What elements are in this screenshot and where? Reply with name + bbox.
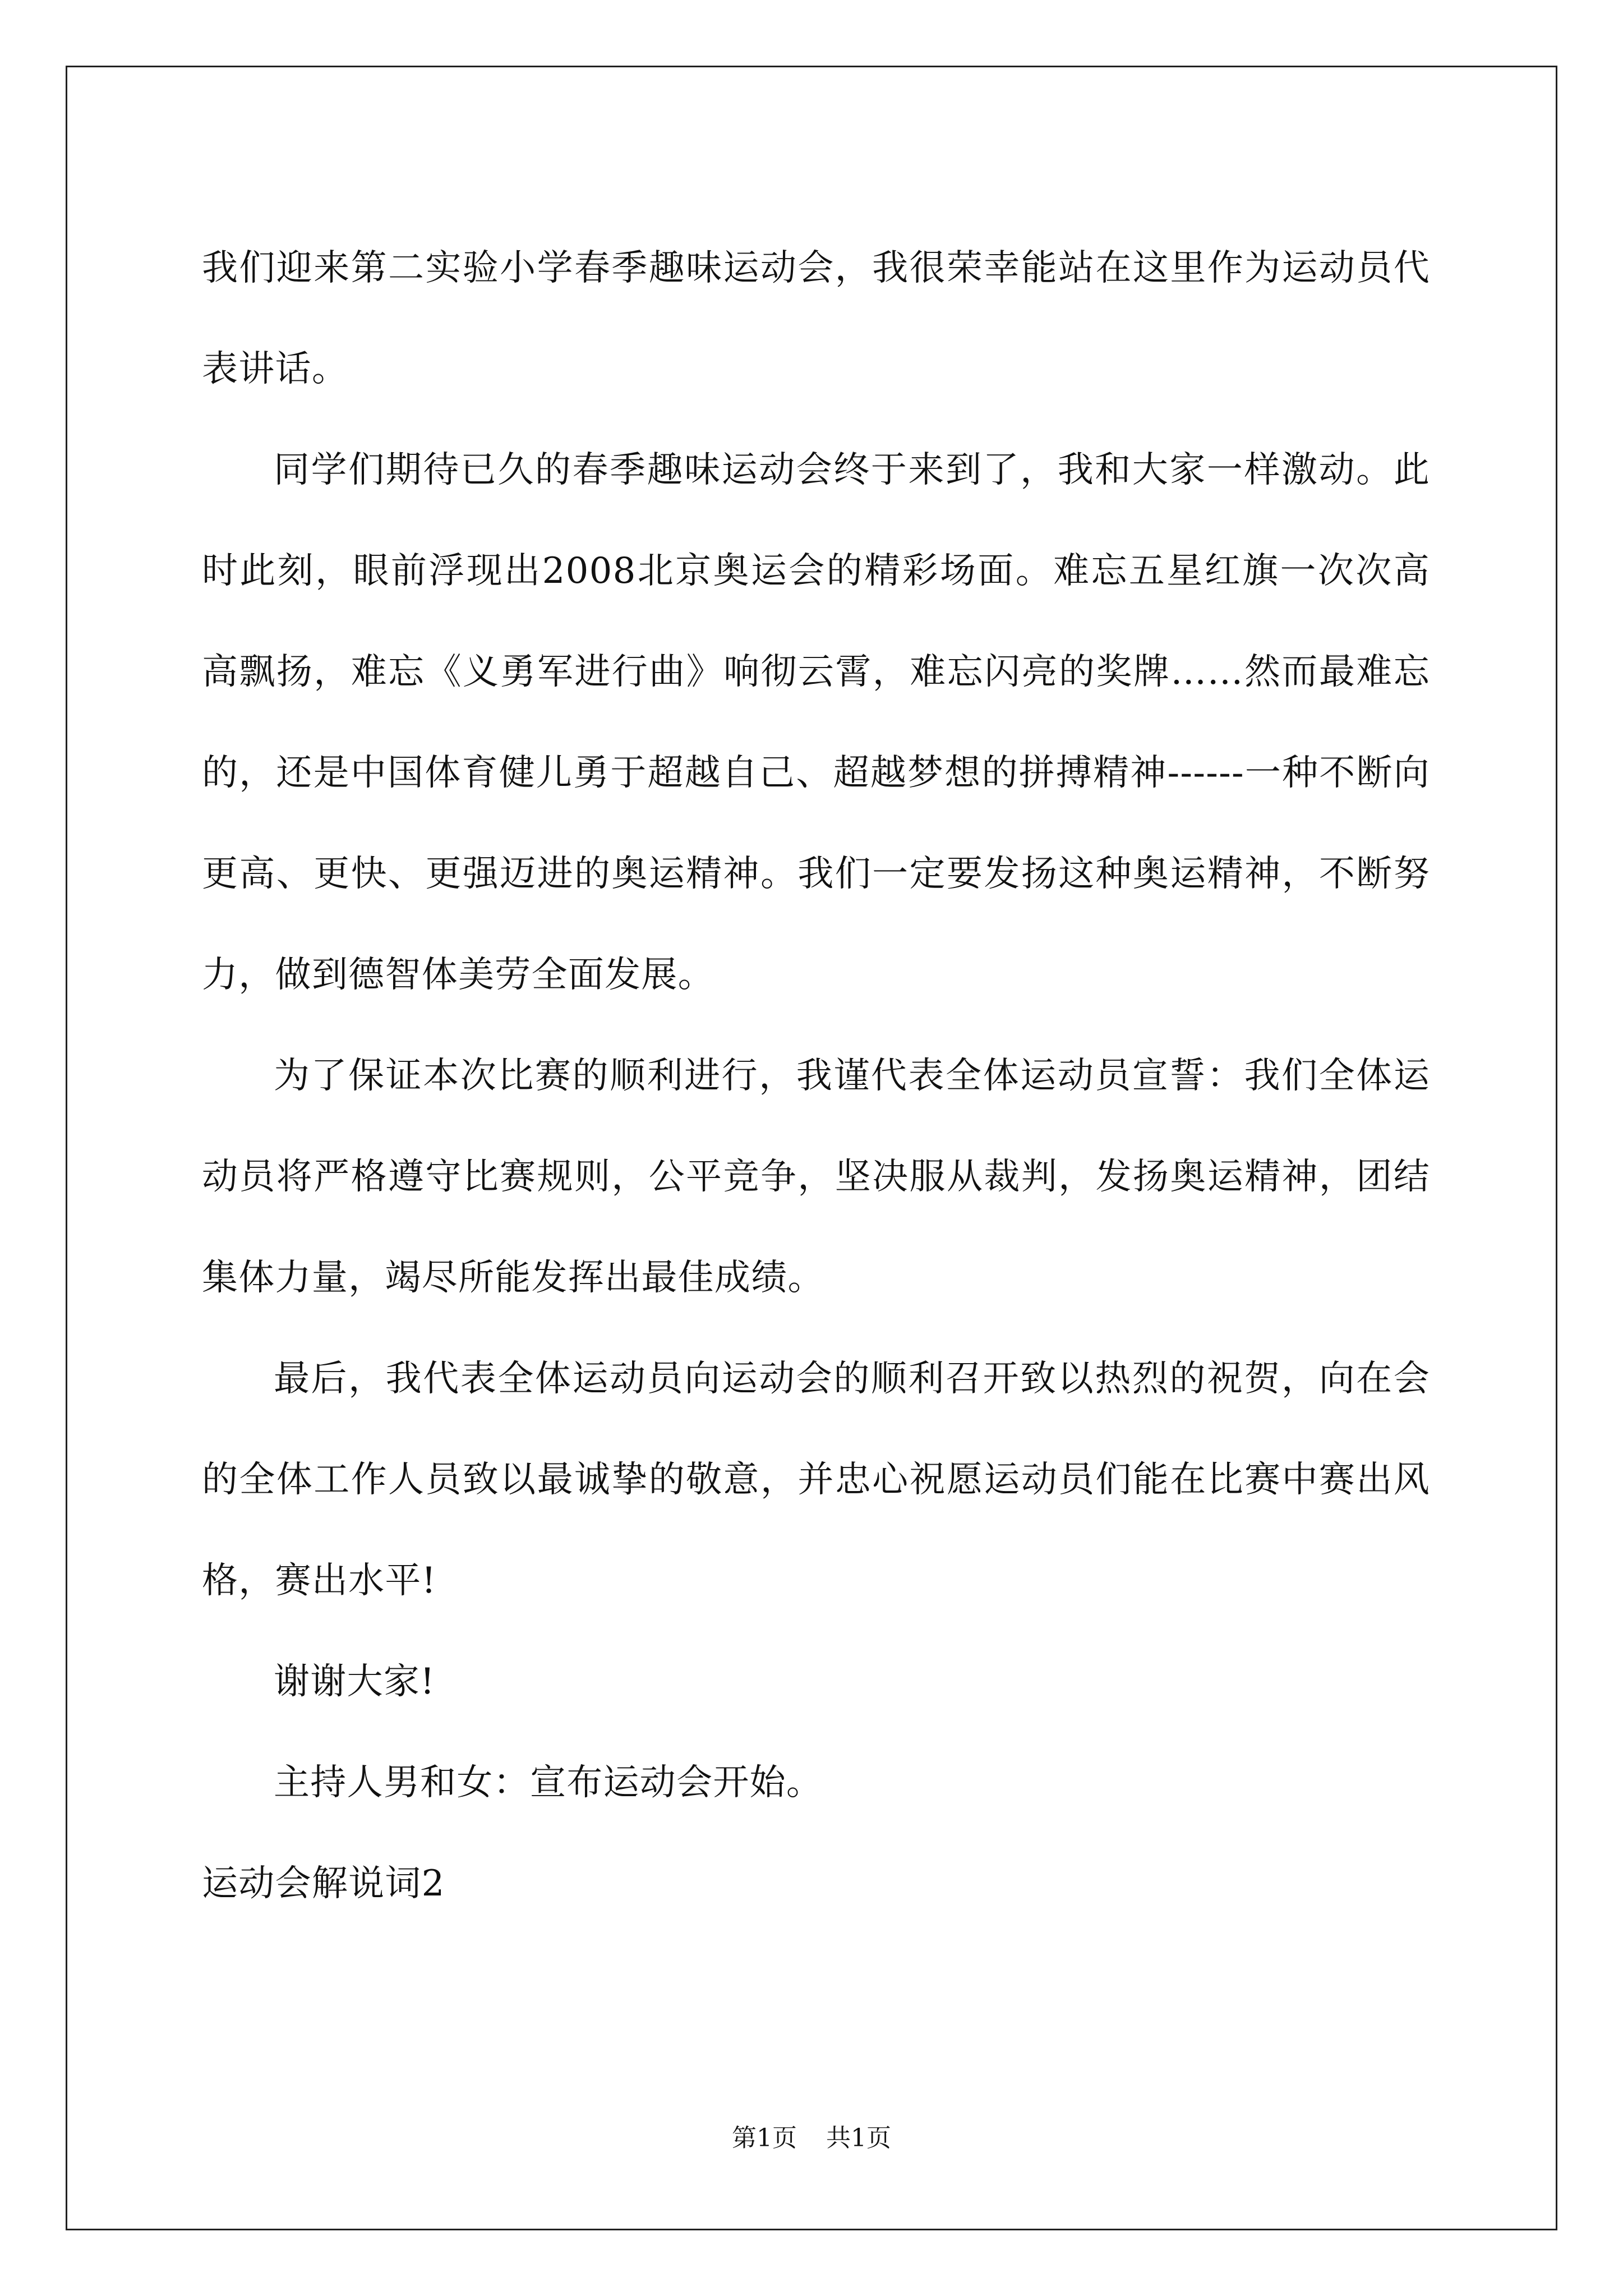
paragraph-5: 谢谢大家! (274, 1661, 436, 1703)
paragraph-6: 主持人男和女：宣布运动会开始。 (274, 1762, 823, 1803)
page-number-current: 第1页 (732, 2124, 797, 2152)
document-body (202, 218, 1430, 1934)
paragraph-2: 同学们期待已久的春季趣味运动会终于来到了，我和大家一样激动。此时此刻，眼前浮现出2008北京奥运会的精彩场面。难忘五星红旗一次次高高飘扬，难忘《义勇军进行曲》响彻云霄，难忘闪亮的奖牌……然而最难忘的，还是中国体育健儿勇于超越自己、超越梦想的拼搏精神------一种不断向更高、更快、更强迈进的奥运精神。我们一定要发扬这种奥运精神，不断努力，做到德智体美劳全面发展。 (202, 449, 1430, 996)
paragraph-4: 最后，我代表全体运动员向运动会的顺利召开致以热烈的祝贺，向在会的全体工作人员致以最诚挚的敬意，并忠心祝愿运动员们能在比赛中赛出风格，赛出水平! (202, 1358, 1430, 1602)
section-title: 运动会解说词2 (202, 1863, 445, 1904)
page-number-total: 共1页 (826, 2124, 891, 2152)
page-footer (0, 2122, 1623, 2155)
paragraph-1: 我们迎来第二实验小学春季趣味运动会，我很荣幸能站在这里作为运动员代表讲话。 (202, 247, 1430, 390)
paragraph-3: 为了保证本次比赛的顺利进行，我谨代表全体运动员宣誓：我们全体运动员将严格遵守比赛规则，公平竞争，坚决服从裁判，发扬奥运精神，团结集体力量，竭尽所能发挥出最佳成绩。 (202, 1055, 1430, 1299)
